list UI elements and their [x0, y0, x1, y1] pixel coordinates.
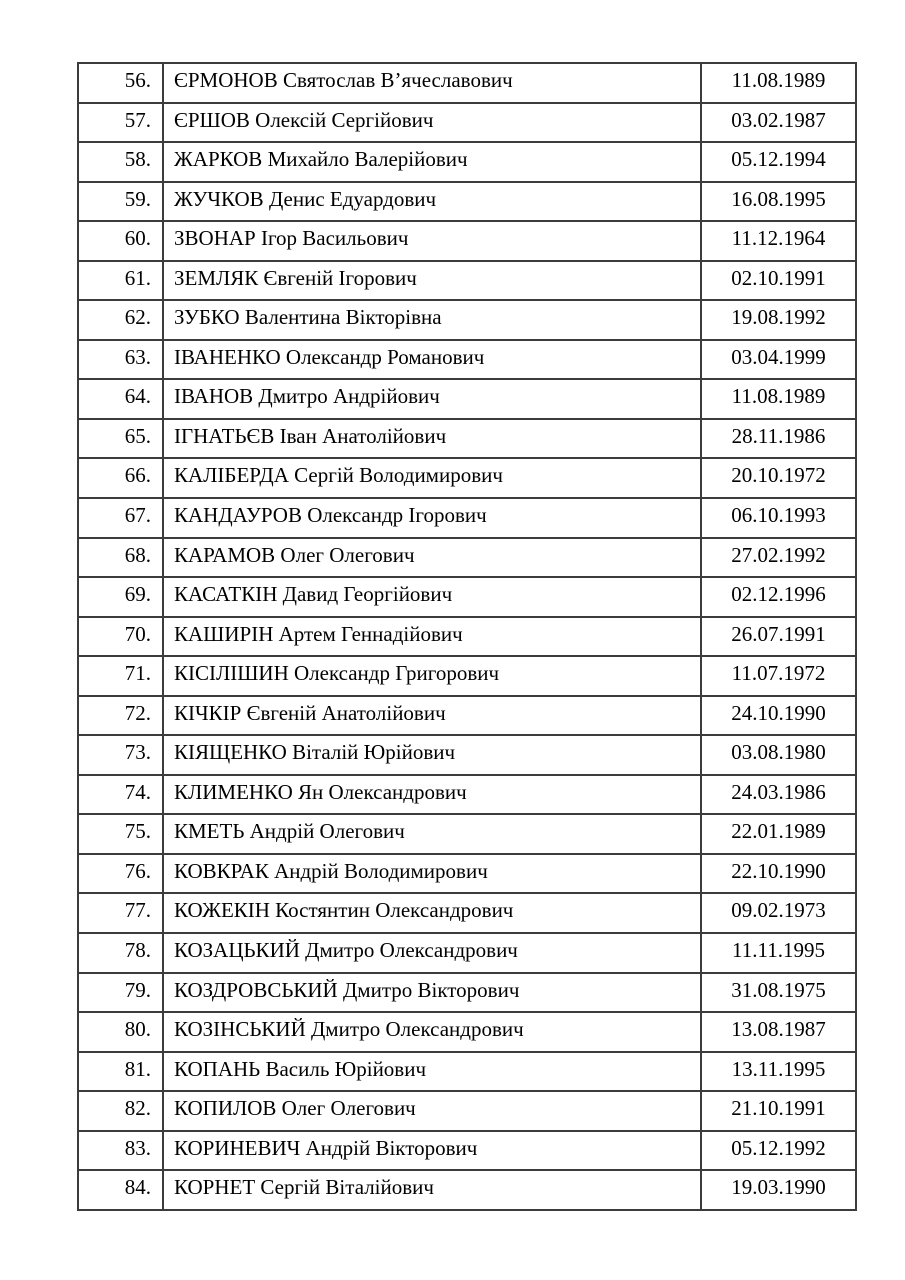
person-name: ЗВОНАР Ігор Васильович — [163, 221, 701, 261]
birth-date: 27.02.1992 — [701, 538, 856, 578]
table-row — [78, 379, 856, 419]
table-row — [78, 419, 856, 459]
table-row — [78, 103, 856, 143]
birth-date: 24.10.1990 — [701, 696, 856, 736]
birth-date: 09.02.1973 — [701, 893, 856, 933]
birth-date: 03.08.1980 — [701, 735, 856, 775]
birth-date: 28.11.1986 — [701, 419, 856, 459]
person-name: ЖАРКОВ Михайло Валерійович — [163, 142, 701, 182]
row-number: 68. — [78, 538, 163, 578]
birth-date: 05.12.1992 — [701, 1131, 856, 1171]
table-row — [78, 973, 856, 1013]
row-number: 77. — [78, 893, 163, 933]
person-name: КАШИРІН Артем Геннадійович — [163, 617, 701, 657]
birth-date: 13.08.1987 — [701, 1012, 856, 1052]
row-number: 70. — [78, 617, 163, 657]
row-number: 60. — [78, 221, 163, 261]
birth-date: 11.08.1989 — [701, 379, 856, 419]
person-name: ІВАНОВ Дмитро Андрійович — [163, 379, 701, 419]
birth-date: 13.11.1995 — [701, 1052, 856, 1092]
row-number: 80. — [78, 1012, 163, 1052]
row-number: 66. — [78, 458, 163, 498]
person-name: КЛИМЕНКО Ян Олександрович — [163, 775, 701, 815]
table-row — [78, 1052, 856, 1092]
table-row — [78, 696, 856, 736]
row-number: 67. — [78, 498, 163, 538]
table-row — [78, 577, 856, 617]
row-number: 62. — [78, 300, 163, 340]
birth-date: 11.08.1989 — [701, 63, 856, 103]
birth-date: 16.08.1995 — [701, 182, 856, 222]
table-row — [78, 538, 856, 578]
row-number: 84. — [78, 1170, 163, 1210]
table-row — [78, 498, 856, 538]
table-row — [78, 182, 856, 222]
birth-date: 03.02.1987 — [701, 103, 856, 143]
table-row — [78, 300, 856, 340]
person-name: КОРИНЕВИЧ Андрій Вікторович — [163, 1131, 701, 1171]
table-row — [78, 814, 856, 854]
table-row — [78, 735, 856, 775]
person-name: КОПАНЬ Василь Юрійович — [163, 1052, 701, 1092]
table-row — [78, 854, 856, 894]
row-number: 78. — [78, 933, 163, 973]
birth-date: 05.12.1994 — [701, 142, 856, 182]
table-row — [78, 63, 856, 103]
person-name: КАНДАУРОВ Олександр Ігорович — [163, 498, 701, 538]
birth-date: 20.10.1972 — [701, 458, 856, 498]
table-row — [78, 142, 856, 182]
table-row — [78, 1091, 856, 1131]
row-number: 56. — [78, 63, 163, 103]
person-name: КОПИЛОВ Олег Олегович — [163, 1091, 701, 1131]
person-name: ІВАНЕНКО Олександр Романович — [163, 340, 701, 380]
row-number: 83. — [78, 1131, 163, 1171]
birth-date: 06.10.1993 — [701, 498, 856, 538]
row-number: 82. — [78, 1091, 163, 1131]
person-name: КІЯЩЕНКО Віталій Юрійович — [163, 735, 701, 775]
person-name: КАРАМОВ Олег Олегович — [163, 538, 701, 578]
table-row — [78, 340, 856, 380]
person-name: ІГНАТЬЄВ Іван Анатолійович — [163, 419, 701, 459]
birth-date: 19.08.1992 — [701, 300, 856, 340]
birth-date: 22.01.1989 — [701, 814, 856, 854]
person-name: КОВКРАК Андрій Володимирович — [163, 854, 701, 894]
birth-date: 03.04.1999 — [701, 340, 856, 380]
row-number: 64. — [78, 379, 163, 419]
person-name: КІЧКІР Євгеній Анатолійович — [163, 696, 701, 736]
birth-date: 11.07.1972 — [701, 656, 856, 696]
person-name: КІСІЛІШИН Олександр Григорович — [163, 656, 701, 696]
table-row — [78, 617, 856, 657]
row-number: 73. — [78, 735, 163, 775]
birth-date: 11.11.1995 — [701, 933, 856, 973]
table-row — [78, 1012, 856, 1052]
birth-date: 22.10.1990 — [701, 854, 856, 894]
table-row — [78, 458, 856, 498]
row-number: 75. — [78, 814, 163, 854]
birth-date: 11.12.1964 — [701, 221, 856, 261]
person-name: ЗУБКО Валентина Вікторівна — [163, 300, 701, 340]
row-number: 65. — [78, 419, 163, 459]
person-name: ЗЕМЛЯК Євгеній Ігорович — [163, 261, 701, 301]
person-name: КОЗДРОВСЬКИЙ Дмитро Вікторович — [163, 973, 701, 1013]
row-number: 74. — [78, 775, 163, 815]
person-name: КОЗАЦЬКИЙ Дмитро Олександрович — [163, 933, 701, 973]
table-row — [78, 933, 856, 973]
table-row — [78, 775, 856, 815]
person-name: КОЖЕКІН Костянтин Олександрович — [163, 893, 701, 933]
row-number: 79. — [78, 973, 163, 1013]
person-name: ЄРМОНОВ Святослав В’ячеславович — [163, 63, 701, 103]
birth-date: 02.12.1996 — [701, 577, 856, 617]
personnel-table — [77, 62, 857, 1211]
table-row — [78, 1170, 856, 1210]
row-number: 72. — [78, 696, 163, 736]
table-row — [78, 893, 856, 933]
person-name: ЖУЧКОВ Денис Едуардович — [163, 182, 701, 222]
person-name: КМЕТЬ Андрій Олегович — [163, 814, 701, 854]
person-name: КАСАТКІН Давид Георгійович — [163, 577, 701, 617]
birth-date: 24.03.1986 — [701, 775, 856, 815]
person-name: КОЗІНСЬКИЙ Дмитро Олександрович — [163, 1012, 701, 1052]
row-number: 59. — [78, 182, 163, 222]
table-row — [78, 1131, 856, 1171]
personnel-table-body — [78, 63, 856, 1210]
row-number: 71. — [78, 656, 163, 696]
birth-date: 19.03.1990 — [701, 1170, 856, 1210]
birth-date: 31.08.1975 — [701, 973, 856, 1013]
row-number: 76. — [78, 854, 163, 894]
birth-date: 02.10.1991 — [701, 261, 856, 301]
birth-date: 21.10.1991 — [701, 1091, 856, 1131]
table-row — [78, 221, 856, 261]
row-number: 69. — [78, 577, 163, 617]
row-number: 63. — [78, 340, 163, 380]
person-name: КОРНЕТ Сергій Віталійович — [163, 1170, 701, 1210]
row-number: 81. — [78, 1052, 163, 1092]
row-number: 61. — [78, 261, 163, 301]
table-row — [78, 656, 856, 696]
row-number: 58. — [78, 142, 163, 182]
birth-date: 26.07.1991 — [701, 617, 856, 657]
row-number: 57. — [78, 103, 163, 143]
table-row — [78, 261, 856, 301]
person-name: ЄРШОВ Олексій Сергійович — [163, 103, 701, 143]
person-name: КАЛІБЕРДА Сергій Володимирович — [163, 458, 701, 498]
